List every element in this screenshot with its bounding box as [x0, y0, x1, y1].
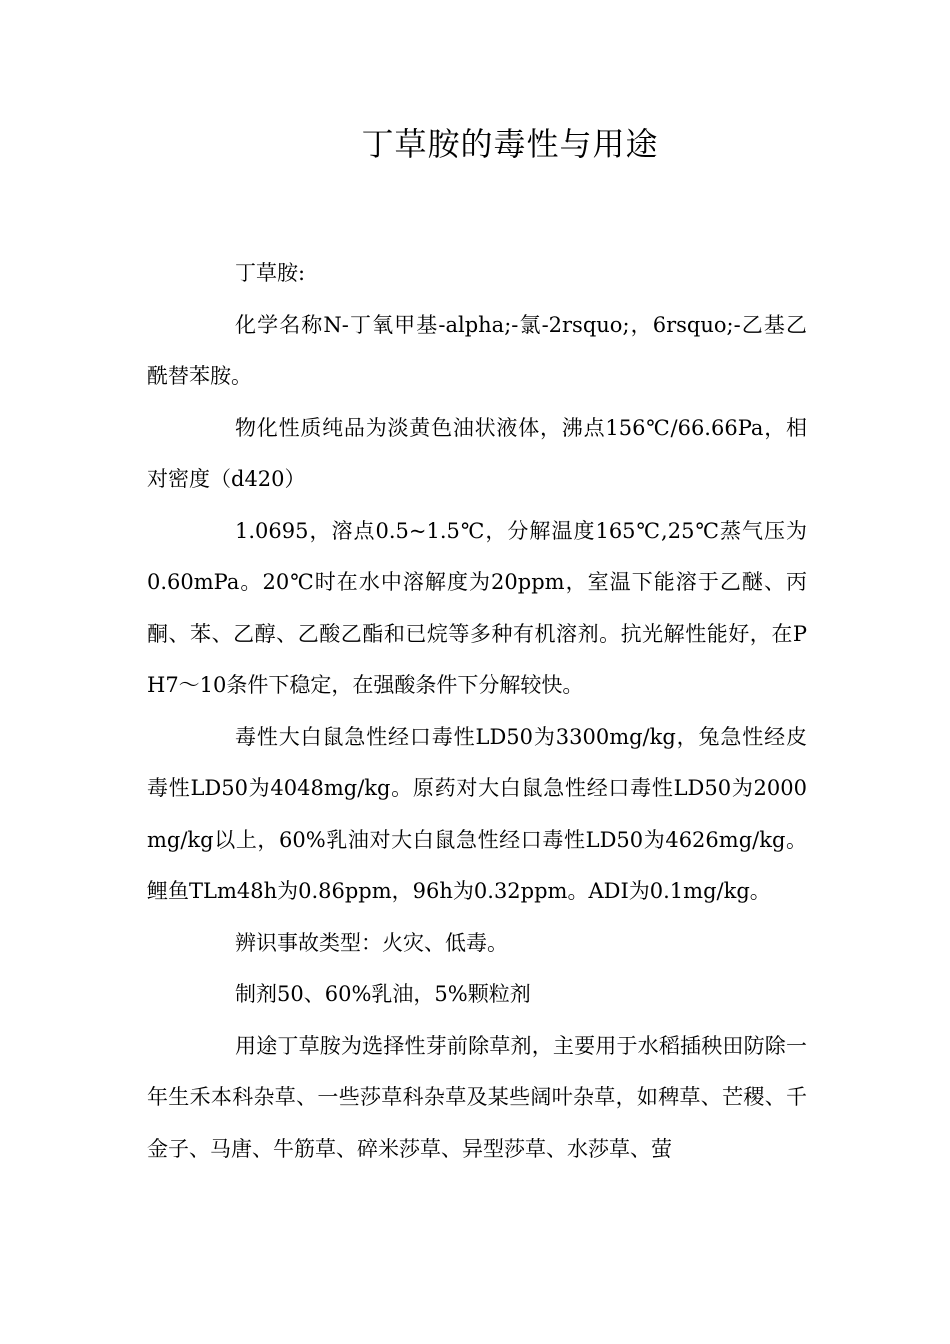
paragraph-usage: 用途丁草胺为选择性芽前除草剂，主要用于水稻插秧田防除一年生禾本科杂草、一些莎草科杂草及某些阔叶杂草，如稗草、芒稷、千金子、马唐、牛筋草、碎米莎草、异型莎草、水莎草、萤 — [147, 1033, 807, 1161]
paragraph-heading: 丁草胺: — [235, 261, 306, 285]
document-body — [147, 248, 807, 1175]
paragraph-properties: 物化性质纯品为淡黄色油状液体，沸点156℃/66.66Pa，相对密度（d420） — [147, 415, 807, 491]
paragraph-formulation: 制剂50、60%乳油，5%颗粒剂 — [235, 982, 531, 1006]
paragraph-toxicity: 毒性大白鼠急性经口毒性LD50为3300mg/kg，兔急性经皮毒性LD50为4048mg/kg。原药对大白鼠急性经口毒性LD50为2000mg/kg以上，60%乳油对大白鼠急性经口毒性LD50为4626mg/kg。鲤鱼TLm48h为0.86ppm，96h为0.32ppm。ADI为0.1mg/kg。 — [147, 724, 807, 903]
paragraph-accident-type: 辨识事故类型：火灾、低毒。 — [235, 930, 508, 955]
document-title: 丁草胺的毒性与用途 — [361, 125, 659, 163]
paragraph-properties-continued: 1.0695，溶点0.5~1.5℃，分解温度165℃,25℃蒸气压为0.60mPa。20℃时在水中溶解度为20ppm，室温下能溶于乙醚、丙酮、苯、乙醇、乙酸乙酯和已烷等多种有机溶剂。抗光解性能好，在PH7～10条件下稳定，在强酸条件下分解较快。 — [147, 518, 807, 697]
paragraph-chemical-name: 化学名称N-丁氧甲基-alpha;-氯-2rsquo;，6rsquo;-乙基乙酰替苯胺。 — [147, 312, 807, 388]
